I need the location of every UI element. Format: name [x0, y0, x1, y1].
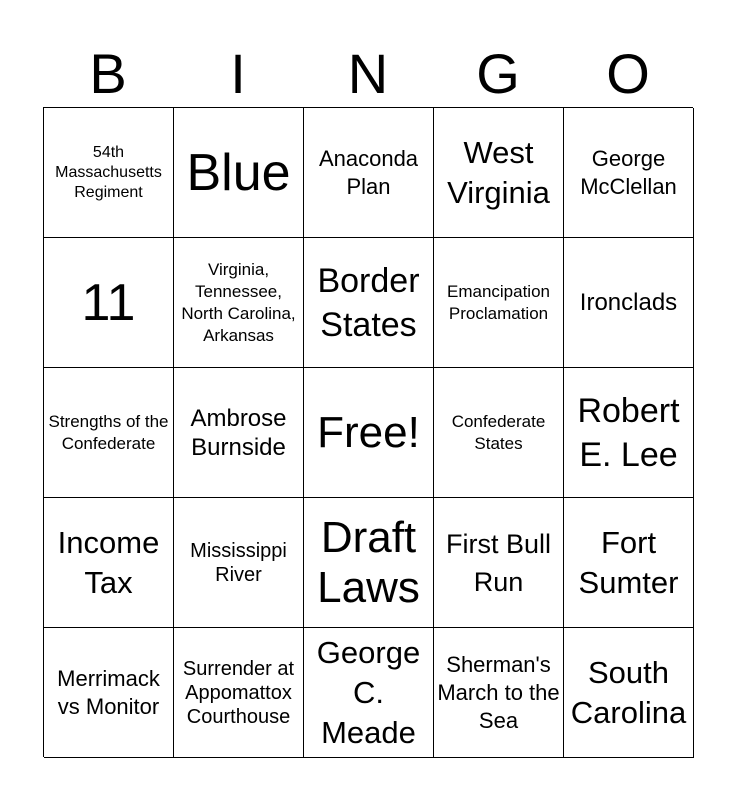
- bingo-cell[interactable]: [304, 108, 434, 238]
- cell-text: 54th Massachusetts Regiment: [55, 143, 162, 201]
- cell-text: 11: [81, 273, 136, 332]
- bingo-cell[interactable]: [564, 108, 694, 238]
- bingo-cell[interactable]: [564, 368, 694, 498]
- cell-text: Merrimack vs Monitor: [57, 665, 160, 719]
- bingo-cell[interactable]: [304, 238, 434, 368]
- cell-text: Mississippi River: [190, 539, 287, 586]
- cell-text: Confederate States: [451, 411, 546, 453]
- cell-text: Virginia, Tennessee, North Carolina, Arkansas: [181, 259, 296, 345]
- cell-text: Blue: [186, 143, 291, 202]
- cell-text: Sherman's March to the Sea: [437, 651, 560, 733]
- bingo-cell[interactable]: [564, 498, 694, 628]
- bingo-cell[interactable]: [44, 628, 174, 758]
- header-letter-b: B: [89, 42, 127, 105]
- bingo-cell[interactable]: [44, 238, 174, 368]
- cell-text: Income Tax: [57, 524, 160, 600]
- cell-text: South Carolina: [570, 654, 687, 730]
- bingo-grid: [43, 107, 693, 757]
- cell-text: Surrender at Appomattox Courthouse: [182, 657, 295, 728]
- cell-text: Border States: [317, 261, 420, 344]
- bingo-cell[interactable]: [44, 368, 174, 498]
- cell-text: Draft Laws: [317, 512, 420, 612]
- bingo-cell[interactable]: [434, 238, 564, 368]
- bingo-cell[interactable]: [304, 628, 434, 758]
- bingo-cell[interactable]: [564, 628, 694, 758]
- bingo-cell[interactable]: [434, 498, 564, 628]
- bingo-cell[interactable]: [174, 628, 304, 758]
- bingo-cell[interactable]: [434, 628, 564, 758]
- cell-text: George C. Meade: [316, 634, 421, 750]
- cell-text: Robert E. Lee: [577, 391, 680, 474]
- bingo-cell[interactable]: [564, 238, 694, 368]
- bingo-cell[interactable]: [44, 108, 174, 238]
- cell-text: Fort Sumter: [578, 524, 679, 600]
- bingo-header: [43, 40, 693, 108]
- cell-text: West Virginia: [447, 134, 550, 210]
- cell-text: George McClellan: [580, 145, 677, 199]
- header-letter-i: I: [230, 42, 246, 105]
- cell-text: Anaconda Plan: [318, 145, 419, 199]
- header-letter-n: N: [347, 42, 389, 105]
- header-letter-o: O: [606, 42, 650, 105]
- bingo-cell[interactable]: [174, 368, 304, 498]
- bingo-cell[interactable]: [174, 238, 304, 368]
- bingo-cell[interactable]: [434, 368, 564, 498]
- cell-text: First Bull Run: [445, 528, 551, 597]
- free-space-cell[interactable]: [304, 368, 434, 498]
- bingo-cell[interactable]: [304, 498, 434, 628]
- cell-text: Emancipation Proclamation: [446, 281, 550, 323]
- cell-text: Ironclads: [579, 289, 678, 316]
- header-letter-g: G: [476, 42, 520, 105]
- bingo-cell[interactable]: [174, 498, 304, 628]
- bingo-cell[interactable]: [434, 108, 564, 238]
- cell-text: Ambrose Burnside: [190, 404, 287, 461]
- cell-text: Free!: [317, 407, 420, 457]
- cell-text: Strengths of the Confederate: [48, 411, 169, 453]
- bingo-cell[interactable]: [44, 498, 174, 628]
- bingo-cell[interactable]: [174, 108, 304, 238]
